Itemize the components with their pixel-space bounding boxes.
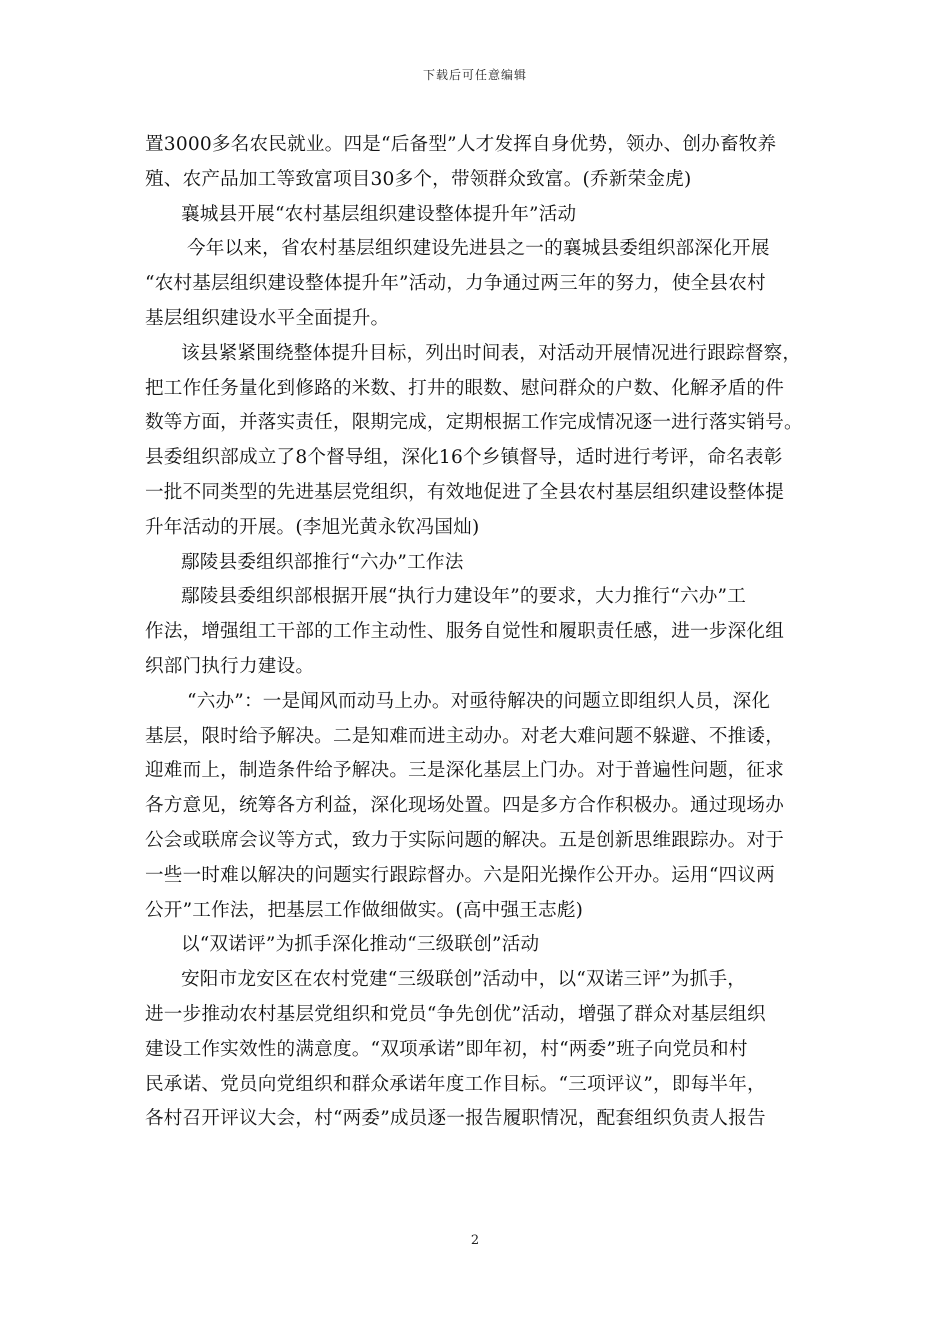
body-line: 安阳市龙安区在农村党建“三级联创”活动中，以“双诺三评”为抓手， [181,969,747,991]
body-line: 今年以来，省农村基层组织建设先进县之一的襄城县委组织部深化开展 [187,238,770,260]
body-line: 各村召开评议大会，村“两委”成员逐一报告履职情况，配套组织负责人报告 [145,1108,766,1130]
body-line: 织部门执行力建设。 [145,655,315,677]
body-line: 公开”工作法，把基层工作做细做实。(高中强王志彪) [145,899,584,921]
body-line: 民承诺、党员向党组织和群众承诺年度工作目标。“三项评议”，即每半年， [145,1073,766,1095]
body-line: 殖、农产品加工等致富项目30多个，带领群众致富。(乔新荣金虎) [145,168,692,190]
body-line: 公会或联席会议等方式，致力于实际问题的解决。五是创新思维跟踪办。对于 [145,829,784,851]
section-heading: 鄢陵县委组织部推行“六办”工作法 [181,551,464,573]
section-heading: 襄城县开展“农村基层组织建设整体提升年”活动 [181,203,577,225]
document-body [145,128,807,1137]
body-line: 基层，限时给予解决。二是知难而进主动办。对老大难问题不躲避、不推诿， [145,725,784,747]
body-line: 数等方面，并落实责任，限期完成，定期根据工作完成情况逐一进行落实销号。 [145,412,803,434]
body-line: 各方意见，统筹各方利益，深化现场处置。四是多方合作积极办。通过现场办 [145,795,784,817]
body-line: 该县紧紧围绕整体提升目标，列出时间表，对活动开展情况进行跟踪督察， [181,342,802,364]
body-line: 把工作任务量化到修路的米数、打井的眼数、慰问群众的户数、化解矛盾的件 [145,377,784,399]
body-line: 置3000多名农民就业。四是“后备型”人才发挥自身优势，领办、创办畜牧养 [145,134,777,155]
body-line: 县委组织部成立了8个督导组，深化16个乡镇督导，适时进行考评，命名表彰 [145,447,783,469]
body-line: “六办”：一是闻风而动马上办。对亟待解决的问题立即组织人员，深化 [187,690,771,712]
body-line: 鄢陵县委组织部根据开展“执行力建设年”的要求，大力推行“六办”工 [181,586,747,608]
body-line: “农村基层组织建设整体提升年”活动，力争通过两三年的努力，使全县农村 [145,273,766,295]
body-line: 基层组织建设水平全面提升。 [145,307,390,329]
body-line: 一批不同类型的先进基层党组织，有效地促进了全县农村基层组织建设整体提 [145,481,784,503]
body-line: 作法，增强组工干部的工作主动性、服务自觉性和履职责任感，进一步深化组 [145,621,784,643]
page-number: 2 [470,1233,480,1248]
body-line: 迎难而上，制造条件给予解决。三是深化基层上门办。对于普遍性问题，征求 [145,760,784,782]
page-header: 下载后可任意编辑 [422,68,527,82]
section-heading: 以“双诺评”为抓手深化推动“三级联创”活动 [181,934,540,956]
body-line: 进一步推动农村基层党组织和党员“争先创优”活动，增强了群众对基层组织 [145,1003,766,1025]
body-line: 升年活动的开展。(李旭光黄永钦冯国灿) [145,516,480,538]
body-line: 建设工作实效性的满意度。“双项承诺”即年初，村“两委”班子向党员和村 [145,1038,748,1060]
body-line: 一些一时难以解决的问题实行跟踪督办。六是阳光操作公开办。运用“四议两 [145,864,775,886]
